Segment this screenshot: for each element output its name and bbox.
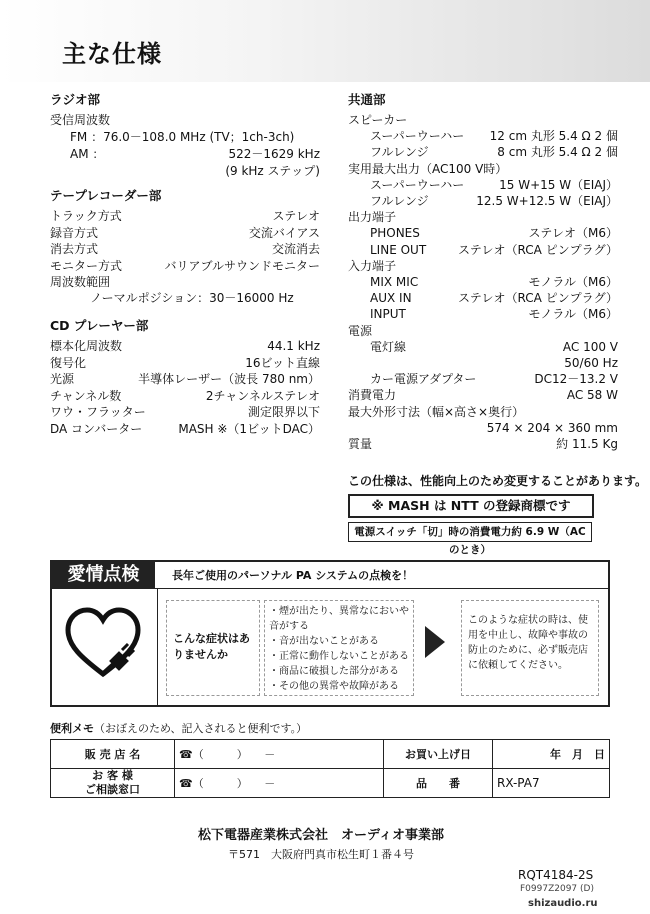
company-address: 〒571 大阪府門真市松生町１番４号 <box>228 848 414 861</box>
memo-title: 便利メモ <box>50 722 94 735</box>
spec-label: 出力端子 <box>348 210 397 225</box>
spec-label: 消去方式 <box>50 242 99 256</box>
spec-label: 光源 <box>50 372 75 386</box>
heart-plug-icon <box>62 602 144 684</box>
page-title: 主な仕様 <box>62 40 162 68</box>
spec-value: 2チャンネルステレオ <box>205 388 320 403</box>
spec-label: 実用最大出力（AC100 V時） <box>348 161 508 176</box>
spec-value: ステレオ（M6） <box>528 226 618 241</box>
customer-label <box>51 769 175 798</box>
radio-line: FM ：76.0－108.0 MHz (TV；1ch-3ch) <box>70 130 295 144</box>
purchase-date[interactable]: 年 月 日 <box>493 740 610 769</box>
spec-value: 16ビット直線 <box>245 355 320 370</box>
list-item: ・音が出ないことがある <box>269 636 379 647</box>
divider <box>157 588 158 705</box>
spec-value: バリアブルサウンドモニター <box>164 258 320 273</box>
list-item: ・煙が出たり、異常なにおいや音がする <box>269 606 409 632</box>
memo-heading <box>50 720 307 736</box>
spec-value: ステレオ（RCA ピンプラグ） <box>457 242 618 257</box>
list-item: ・その他の異常や故障がある <box>269 681 399 692</box>
spec-value: モノラル（M6） <box>528 275 618 289</box>
spec-label: チャンネル数 <box>50 388 122 403</box>
spec-label: 復号化 <box>50 355 87 370</box>
model-label: 品 番 <box>384 769 493 798</box>
spec-label: スピーカー <box>348 113 408 127</box>
spec-value: 8 cm 丸形 5.4 Ω 2 個 <box>497 145 618 160</box>
mash-notice: ※ MASH は NTT の登録商標です <box>348 494 594 518</box>
watermark: shizaudio.ru <box>528 898 598 909</box>
spec-label: DA コンバーター <box>50 421 143 436</box>
spec-label: 電源 <box>348 323 373 338</box>
spec-value: AC 100 V <box>562 339 618 354</box>
spec-label: PHONES <box>370 226 420 241</box>
list-item: ・商品に破損した部分がある <box>269 666 399 677</box>
radio-line: (9 kHz ステップ) <box>225 164 320 178</box>
spec-label: MIX MIC <box>370 275 419 289</box>
customer-label-2: ご相談窓口 <box>85 783 140 796</box>
memo-table <box>50 739 610 798</box>
model-number: RX-PA7 <box>493 769 610 798</box>
spec-value: MASH ※（1ビットDAC） <box>178 421 320 436</box>
spec-value: 半導体レーザー（波長 780 nm） <box>138 372 320 386</box>
spec-value: AC 58 W <box>566 388 618 403</box>
aijo-subtitle: 長年ご使用のパーソナル PA システムの点検を！ <box>172 569 414 582</box>
standby-notice: 電源スイッチ「切」時の消費電力約 6.9 W（AC のとき） <box>348 522 592 542</box>
spec-label: カー電源アダプター <box>370 372 477 387</box>
customer-tel[interactable]: ☎（ ） － <box>175 769 384 798</box>
spec-label: 標本化周波数 <box>50 339 123 353</box>
spec-value: 50/60 Hz <box>564 356 618 370</box>
spec-value: 12 cm 丸形 5.4 Ω 2 個 <box>489 129 618 144</box>
spec-label: LINE OUT <box>370 242 427 257</box>
spec-label: 消費電力 <box>348 388 397 403</box>
spec-value: 交流バイアス <box>248 225 320 240</box>
spec-value: 12.5 W+12.5 W（EIAJ） <box>476 194 618 208</box>
spec-value: 15 W+15 W（EIAJ） <box>499 177 618 192</box>
aijo-symptom-list <box>264 600 414 696</box>
tape-heading: テープレコーダー部 <box>50 188 162 203</box>
divider <box>52 588 608 589</box>
spec-label: 電灯線 <box>370 339 407 354</box>
shop-label: 販 売 店 名 <box>51 740 175 769</box>
purchase-label: お買い上げ日 <box>384 740 493 769</box>
memo-note: （おぼえのため、記入されると便利です。） <box>94 722 308 735</box>
radio-line: 受信周波数 <box>50 113 111 127</box>
spec-label: AUX IN <box>370 291 412 306</box>
radio-line: AM ： <box>70 147 105 161</box>
cd-heading: CD プレーヤー部 <box>50 318 149 333</box>
aijo-advice: このような症状の時は、使用を中止し、故障や事故の防止のために、必ず販売店に依頼してください。 <box>461 600 599 696</box>
radio-line: 522－1629 kHz <box>228 147 320 161</box>
spec-label: 質量 <box>348 437 373 451</box>
spec-value: ステレオ <box>272 209 320 223</box>
spec-label: INPUT <box>370 307 406 322</box>
spec-label: 録音方式 <box>50 225 99 240</box>
spec-label: フルレンジ <box>370 194 429 208</box>
spec-value: 交流消去 <box>271 242 320 256</box>
print-code: F0997Z2097 (D) <box>520 884 594 894</box>
shop-tel[interactable]: ☎（ ） － <box>175 740 384 769</box>
spec-label: モニター方式 <box>50 258 123 273</box>
common-heading: 共通部 <box>348 92 386 107</box>
spec-label: 周波数範囲 <box>50 275 111 289</box>
spec-value: DC12－13.2 V <box>534 372 618 387</box>
spec-label: フルレンジ <box>370 145 429 160</box>
table-row <box>51 769 610 798</box>
customer-label-1: お 客 様 <box>92 769 133 782</box>
spec-value: 約 11.5 Kg <box>556 437 618 451</box>
spec-value: ステレオ（RCA ピンプラグ） <box>457 291 618 306</box>
spec-label: スーパーウーハー <box>370 177 465 192</box>
spec-label: スーパーウーハー <box>370 129 465 144</box>
spec-label: 入力端子 <box>348 258 397 273</box>
table-row <box>51 740 610 769</box>
spec-change-note: この仕様は、性能向上のため変更することがあります。 <box>348 474 648 488</box>
list-item: ・正常に動作しないことがある <box>269 651 409 662</box>
spec-label: ワウ・フラッター <box>50 405 146 419</box>
aijo-question: こんな症状はありませんか <box>166 600 260 696</box>
spec-value: モノラル（M6） <box>528 307 618 322</box>
spec-value: 574 × 204 × 360 mm <box>486 420 618 435</box>
spec-value: 測定限界以下 <box>247 405 320 419</box>
spec-label: トラック方式 <box>50 209 122 223</box>
company-name: 松下電器産業株式会社 オーディオ事業部 <box>198 828 444 843</box>
document-number: RQT4184-2S <box>518 868 594 882</box>
radio-heading: ラジオ部 <box>50 92 101 107</box>
spec-label: 最大外形寸法（幅×高さ×奥行） <box>348 404 525 419</box>
spec-value: 44.1 kHz <box>267 339 320 353</box>
aijo-title: 愛情点検 <box>52 562 155 588</box>
tape-normal: ノーマルポジション：30－16000 Hz <box>90 291 294 305</box>
arrow-right-icon <box>425 626 445 658</box>
